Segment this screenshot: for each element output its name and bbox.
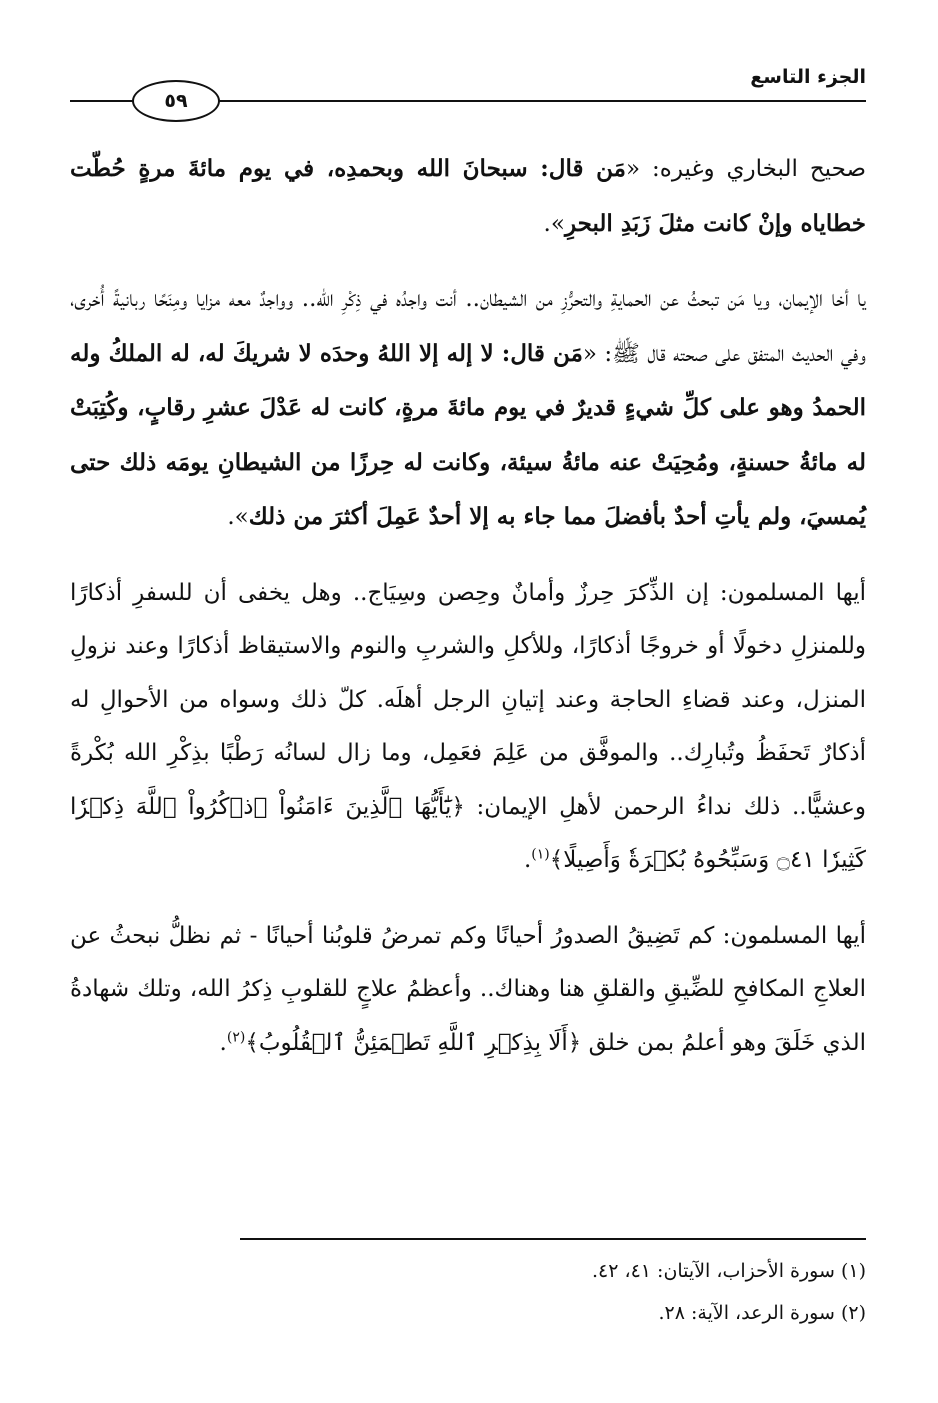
paragraph-hadith-tahlil (70, 273, 866, 545)
quran-verse: يَٰٓأَيُّهَا ٱلَّذِينَ ءَامَنُواْ ٱذۡكُرُواْ ٱللَّهَ ذِكۡرٗا كَثِيرٗا ۝٤١ وَسَبِّحُوهُ بُكۡرَةٗ وَأَصِيلًا (70, 793, 866, 873)
paragraph-intro: يا أخا الإيمان، ويا مَن تبحثُ عن الحمايةِ والتحرُّزِ من الشيطان.. أنت واجدُه في ذِكْرِ الله.. وواجدٌ معه مزايا ومِنَحًا ربانيةً أُخرى، وفي الحديث المتفق على صحته قال ﷺ: « (70, 286, 866, 367)
paragraph-intro: أيها المسلمون: إن الذِّكرَ حِرزٌ وأمانٌ وحِصن وسِيَاج.. وهل يخفى أن للسفرِ أذكارًا وللمنزلِ دخولًا أو خروجًا أذكارًا، وللأكلِ والشربِ والنوم والاستيقاظ أذكارًا وعند نزولِ المنزل، وعند قضاءِ الحاجة وعند إتيانِ الرجل أهلَه. كلّ ذلك وسواه من الأحوالِ له أذكارٌ تَحفَظُ وتُبارِك.. والموفَّق من عَلِمَ فعَمِل، وما زال لسانُه رَطْبًا بذِكْرِ الله بُكْرةً وعشيًّا.. ذلك نداءُ الرحمن لأهلِ الإيمان: ﴿ (70, 579, 866, 820)
footnote-divider (240, 1238, 866, 1240)
paragraph-tail: . (219, 1029, 227, 1056)
page-number: ٥٩ (132, 80, 220, 122)
hadith-text: مَن قال: لا إله إلا اللهُ وحدَه لا شريكَ له، له الملكُ وله الحمدُ وهو على كلِّ شيءٍ قديرٌ في يوم مائةَ مرةٍ، كانت له عَدْلَ عشرِ رقابٍ، وكُتِبَتْ له مائةُ حسنةٍ، ومُحِيَتْ عنه مائةُ سيئة، وكانت له حِرزًا من الشيطانِ يومَه ذلك حتى يُمسيَ، ولم يأتِ أحدٌ بأفضلَ مما جاء به إلا أحدٌ عَمِلَ أكثرَ من ذلك (70, 339, 866, 530)
paragraph-end: ». (227, 504, 249, 530)
paragraph-end: ﴾ (245, 1029, 259, 1056)
paragraph-end: ». (543, 210, 565, 237)
footnotes (70, 1250, 866, 1334)
paragraph-tail: . (523, 847, 532, 873)
paragraph-dhikr-remedy (70, 910, 866, 1071)
main-text (70, 142, 866, 1092)
footnote-ref: (٢) (226, 1028, 246, 1045)
part-title: الجزء التاسع (750, 66, 866, 88)
paragraph-end: ﴾ (549, 847, 564, 873)
paragraph-intro: أيها المسلمون: كم تَضِيقُ الصدورُ أحيانًا وكم تمرضُ قلوبُنا أحيانًا - ثم نظلُّ نبحثُ عن العلاجِ المكافحِ للضِّيقِ والقلقِ هنا وهناك.. وأعظمُ علاجٍ للقلوبِ ذِكرُ الله، وتلك شهادةُ الذي خَلَقَ وهو أعلمُ بمن خلق ﴿ (70, 922, 866, 1056)
paragraph-hadith-tasbih (70, 142, 866, 251)
page-header (70, 58, 866, 118)
footnote-ref: (١) (531, 846, 550, 863)
footnote: (٢) سورة الرعد، الآية: ٢٨. (658, 1302, 866, 1324)
hadith-text: مَن قال: سبحانَ الله وبحمدِه، في يوم مائةَ مرةٍ حُطّت خطاياه وإنْ كانت مثلَ زَبَدِ البحرِ (70, 155, 866, 237)
quran-verse: أَلَا بِذِكۡرِ ٱللَّهِ تَطۡمَئِنُّ ٱلۡقُلُوبُ (258, 1029, 568, 1056)
paragraph-dhikr-protection (70, 567, 866, 888)
footnote: (١) سورة الأحزاب، الآيتان: ٤١، ٤٢. (591, 1260, 866, 1282)
paragraph-intro: صحيح البخاري وغيره: « (625, 156, 866, 182)
